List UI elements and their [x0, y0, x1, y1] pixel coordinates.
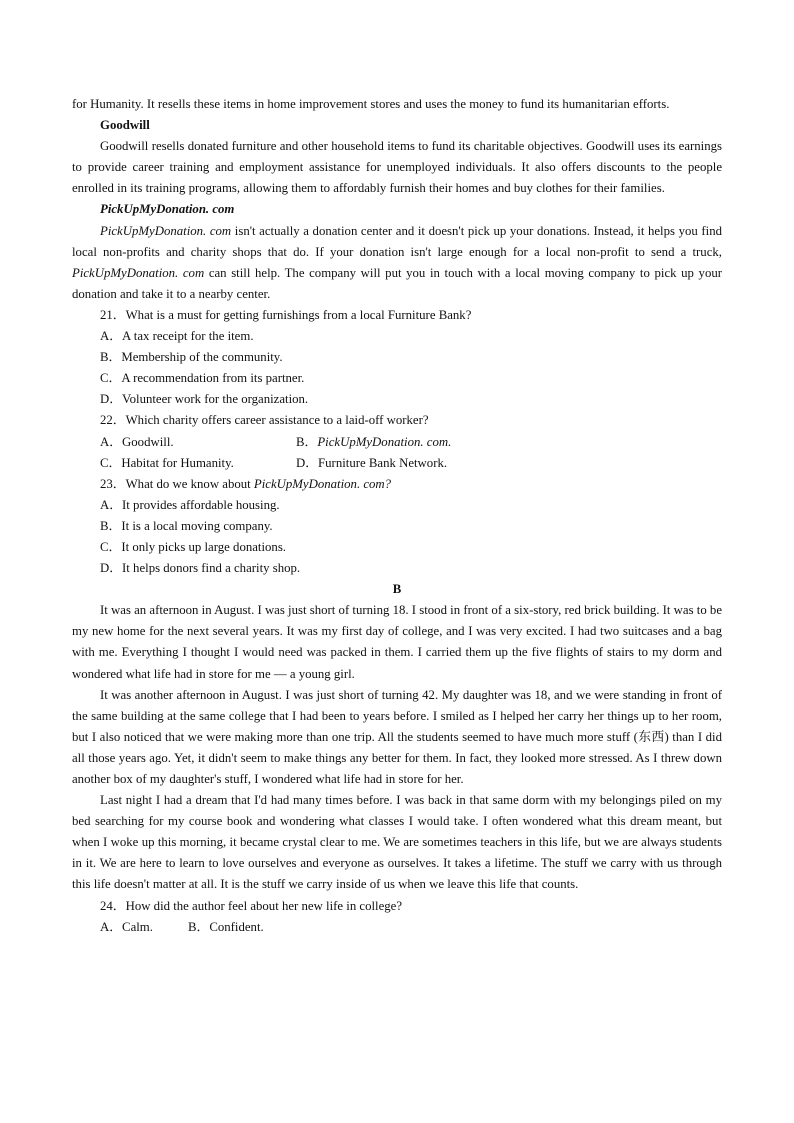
- q23-option-a: A．It provides affordable housing.: [100, 497, 280, 512]
- section-b-label: B: [392, 582, 402, 597]
- section-b-paragraph-2: It was another afternoon in August. I was just short of turning 42. My daughter was 18, and we were standing in front of the same building at the same college that I had been to years before. I smiled as I helped her carry her things up to her room, but I also noticed that we were making more than one trip. All the students seemed to have much more stuff (东西) than I did all those years ago. Yet, it didn't seem to make things any better for them. In fact, they looked more stressed. As I threw down another box of my daughter's stuff, I wondered what life had in store for her.: [72, 687, 722, 786]
- q21-option-d: D．Volunteer work for the organization.: [100, 392, 309, 407]
- q22-option-b-prefix: B．: [296, 434, 318, 449]
- q23-option-d: D．It helps donors find a charity shop.: [100, 561, 301, 576]
- q23-stem-italic: PickUpMyDonation. com?: [253, 476, 392, 491]
- pickup-heading: PickUpMyDonation. com: [100, 202, 235, 217]
- q22-option-b-text: PickUpMyDonation. com.: [317, 434, 452, 449]
- q22-stem: 22．Which charity offers career assistance to a laid-off worker?: [100, 413, 429, 428]
- q22-option-b: [296, 432, 451, 453]
- document-page: [72, 94, 722, 938]
- q24-option-b: B．Confident.: [188, 919, 264, 934]
- section-b-paragraph-1: It was an afternoon in August. I was just short of turning 18. I stood in front of a six-story, red brick building. It was to be my new home for the next several years. It was my first day of college, and I was very excited. I had two suitcases and a bag with me. Everything I thought I would need was packed in them. I carried them up the five flights of stairs to my dorm and wondered what life had in store for me — a young girl.: [72, 603, 722, 681]
- goodwill-paragraph: Goodwill resells donated furniture and other household items to fund its charitable objectives. Goodwill uses its earnings to provide career training and employment assistance for unemployed individuals. It also offers discounts to the people enrolled in its training programs, allowing them to affordably furnish their homes and buy clothes for their families.: [72, 139, 722, 196]
- q23-stem: [72, 474, 722, 495]
- intro-paragraph: for Humanity. It resells these items in home improvement stores and uses the money to fund its humanitarian efforts.: [72, 97, 670, 111]
- q22-row-1: [72, 432, 722, 453]
- q22-option-d: D．Furniture Bank Network.: [296, 455, 448, 470]
- pickup-text-2: can still help. The company will put you in touch with a local moving company to pick up your donation and take it to a nearby center.: [72, 265, 723, 301]
- q22-row-2: [72, 453, 722, 474]
- q22-option-a: A．Goodwill.: [100, 434, 174, 449]
- q24-option-a: A．Calm.: [100, 919, 153, 934]
- goodwill-heading: Goodwill: [100, 118, 150, 133]
- q21-stem: 21．What is a must for getting furnishings from a local Furniture Bank?: [100, 307, 472, 322]
- q24-row-1: [72, 917, 722, 938]
- pickup-name-2: PickUpMyDonation. com: [72, 265, 205, 280]
- q23-option-b: B．It is a local moving company.: [100, 518, 273, 533]
- pickup-text-1: isn't actually a donation center and it doesn't pick up your donations. Instead, it helps you find local non-profits and charity shops that do. If your donation isn't large enough for a local non-profit to send a truck,: [72, 223, 722, 259]
- pickup-paragraph: [72, 221, 722, 305]
- q24-stem: 24．How did the author feel about her new life in college?: [100, 898, 403, 913]
- q21-option-c: C．A recommendation from its partner.: [100, 371, 305, 386]
- section-b-paragraph-3: Last night I had a dream that I'd had many times before. I was back in that same dorm with my belongings piled on my bed searching for my course book and wondering what classes I would take. I often wondered what this dream meant, but when I woke up this morning, it became crystal clear to me. We are sometimes teachers in this life, but we are always students in it. We are here to learn to love ourselves and everyone as ourselves. It takes a lifetime. The stuff we carry with us through this life doesn't matter at all. It is the stuff we carry inside of us when we leave this life that counts.: [72, 793, 722, 892]
- q23-option-c: C．It only picks up large donations.: [100, 539, 287, 554]
- q22-option-c: C．Habitat for Humanity.: [100, 455, 234, 470]
- q21-option-b: B．Membership of the community.: [100, 350, 283, 365]
- pickup-name-1: PickUpMyDonation. com: [100, 223, 232, 238]
- q23-stem-prefix: 23．What do we know about: [100, 476, 254, 491]
- q21-option-a: A．A tax receipt for the item.: [100, 329, 254, 344]
